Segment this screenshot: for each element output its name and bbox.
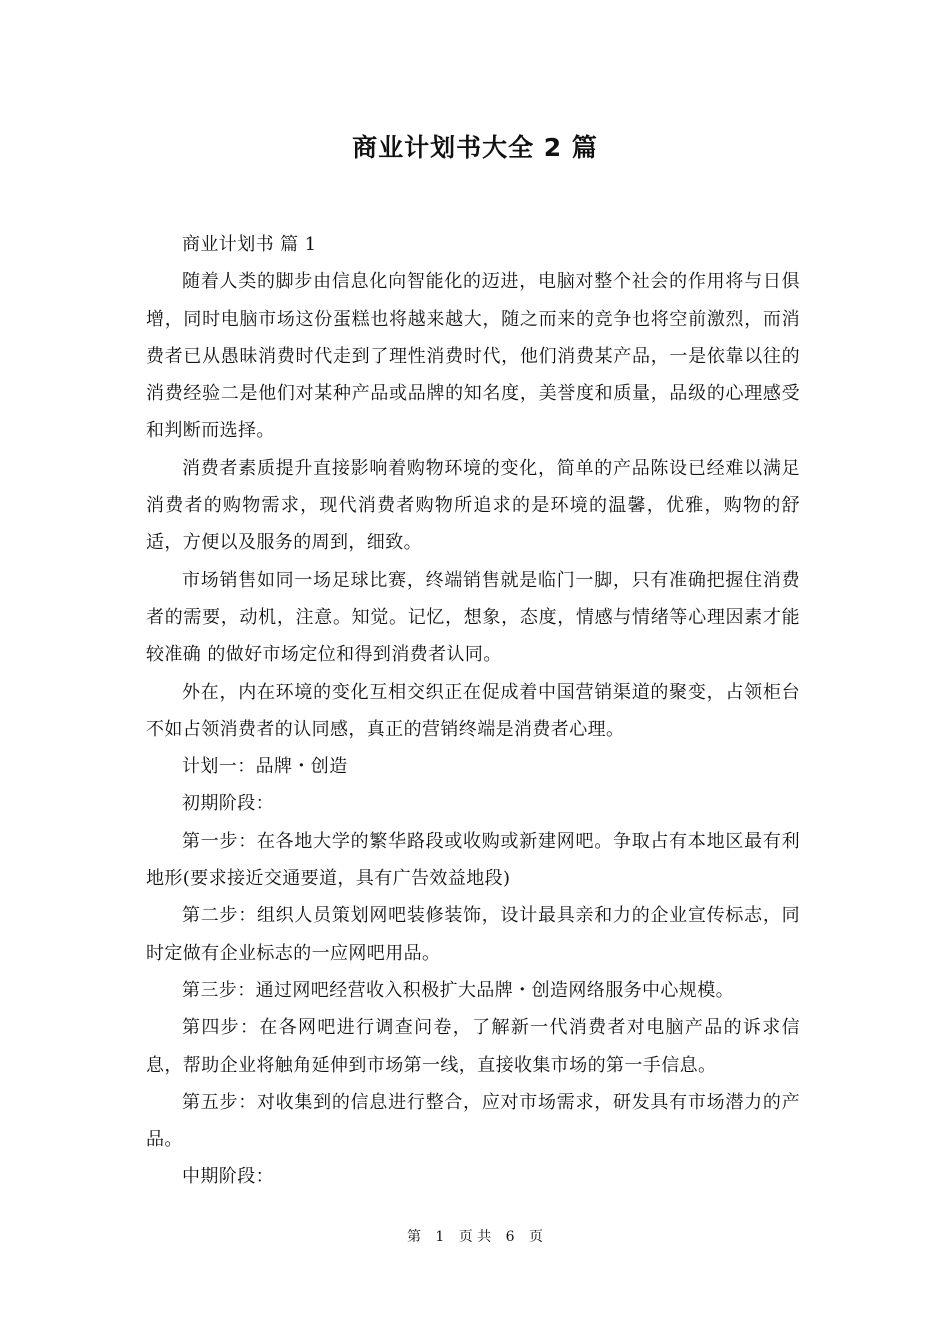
footer-total-pages: 6 (505, 1229, 515, 1245)
paragraph: 消费者素质提升直接影响着购物环境的变化，简单的产品陈设已经难以满足消费者的购物需求，现代消费者购物所追求的是环境的温馨，优雅，购物的舒适，方便以及服务的周到，细致。 (146, 457, 800, 554)
paragraph: 市场销售如同一场足球比赛，终端销售就是临门一脚，只有准确把握住消费者的需要，动机，注意。知觉。记忆，想象，态度，情感与情绪等心理因素才能较准确 的做好市场定位和得到消费者认同。 (146, 569, 800, 666)
stage-heading: 初期阶段： (182, 793, 274, 815)
document-title: 商业计划书大全 2 篇 (352, 133, 598, 162)
step-paragraph: 第五步：对收集到的信息进行整合，应对市场需求，研发具有市场潜力的产品。 (146, 1091, 800, 1151)
document-body (146, 226, 800, 1196)
footer-middle: 页 共 (458, 1229, 492, 1245)
page-footer (0, 1226, 950, 1248)
plan-heading: 计划一：品牌・创造 (182, 756, 348, 778)
footer-suffix: 页 (529, 1229, 544, 1245)
paragraph: 随着人类的脚步由信息化向智能化的迈进，电脑对整个社会的作用将与日俱增，同时电脑市场这份蛋糕也将越来越大，随之而来的竞争也将空前激烈，而消费者已从愚昧消费时代走到了理性消费时代，他们消费某产品，一是依靠以往的消费经验二是他们对某种产品或品牌的知名度，美誉度和质量，品级的心理感受和判断而选择。 (146, 271, 800, 442)
footer-page-number: 1 (435, 1229, 445, 1245)
section-heading: 商业计划书 篇 1 (182, 234, 317, 255)
step-paragraph: 第四步：在各网吧进行调查问卷，了解新一代消费者对电脑产品的诉求信息，帮助企业将触角延伸到市场第一线，直接收集市场的第一手信息。 (146, 1017, 800, 1076)
step-paragraph: 第三步：通过网吧经营收入积极扩大品牌・创造网络服务中心规模。 (182, 979, 734, 1001)
footer-prefix: 第 (406, 1229, 421, 1245)
step-paragraph: 第一步：在各地大学的繁华路段或收购或新建网吧。争取占有本地区最有利地形(要求接近交通要道，具有广告效益地段) (146, 830, 800, 890)
stage-heading: 中期阶段： (182, 1166, 274, 1188)
step-paragraph: 第二步：组织人员策划网吧装修装饰，设计最具亲和力的企业宣传标志，同时定做有企业标志的一应网吧用品。 (146, 905, 800, 964)
paragraph: 外在，内在环境的变化互相交织正在促成着中国营销渠道的聚变，占领柜台不如占领消费者的认同感，真正的营销终端是消费者心理。 (146, 681, 800, 740)
